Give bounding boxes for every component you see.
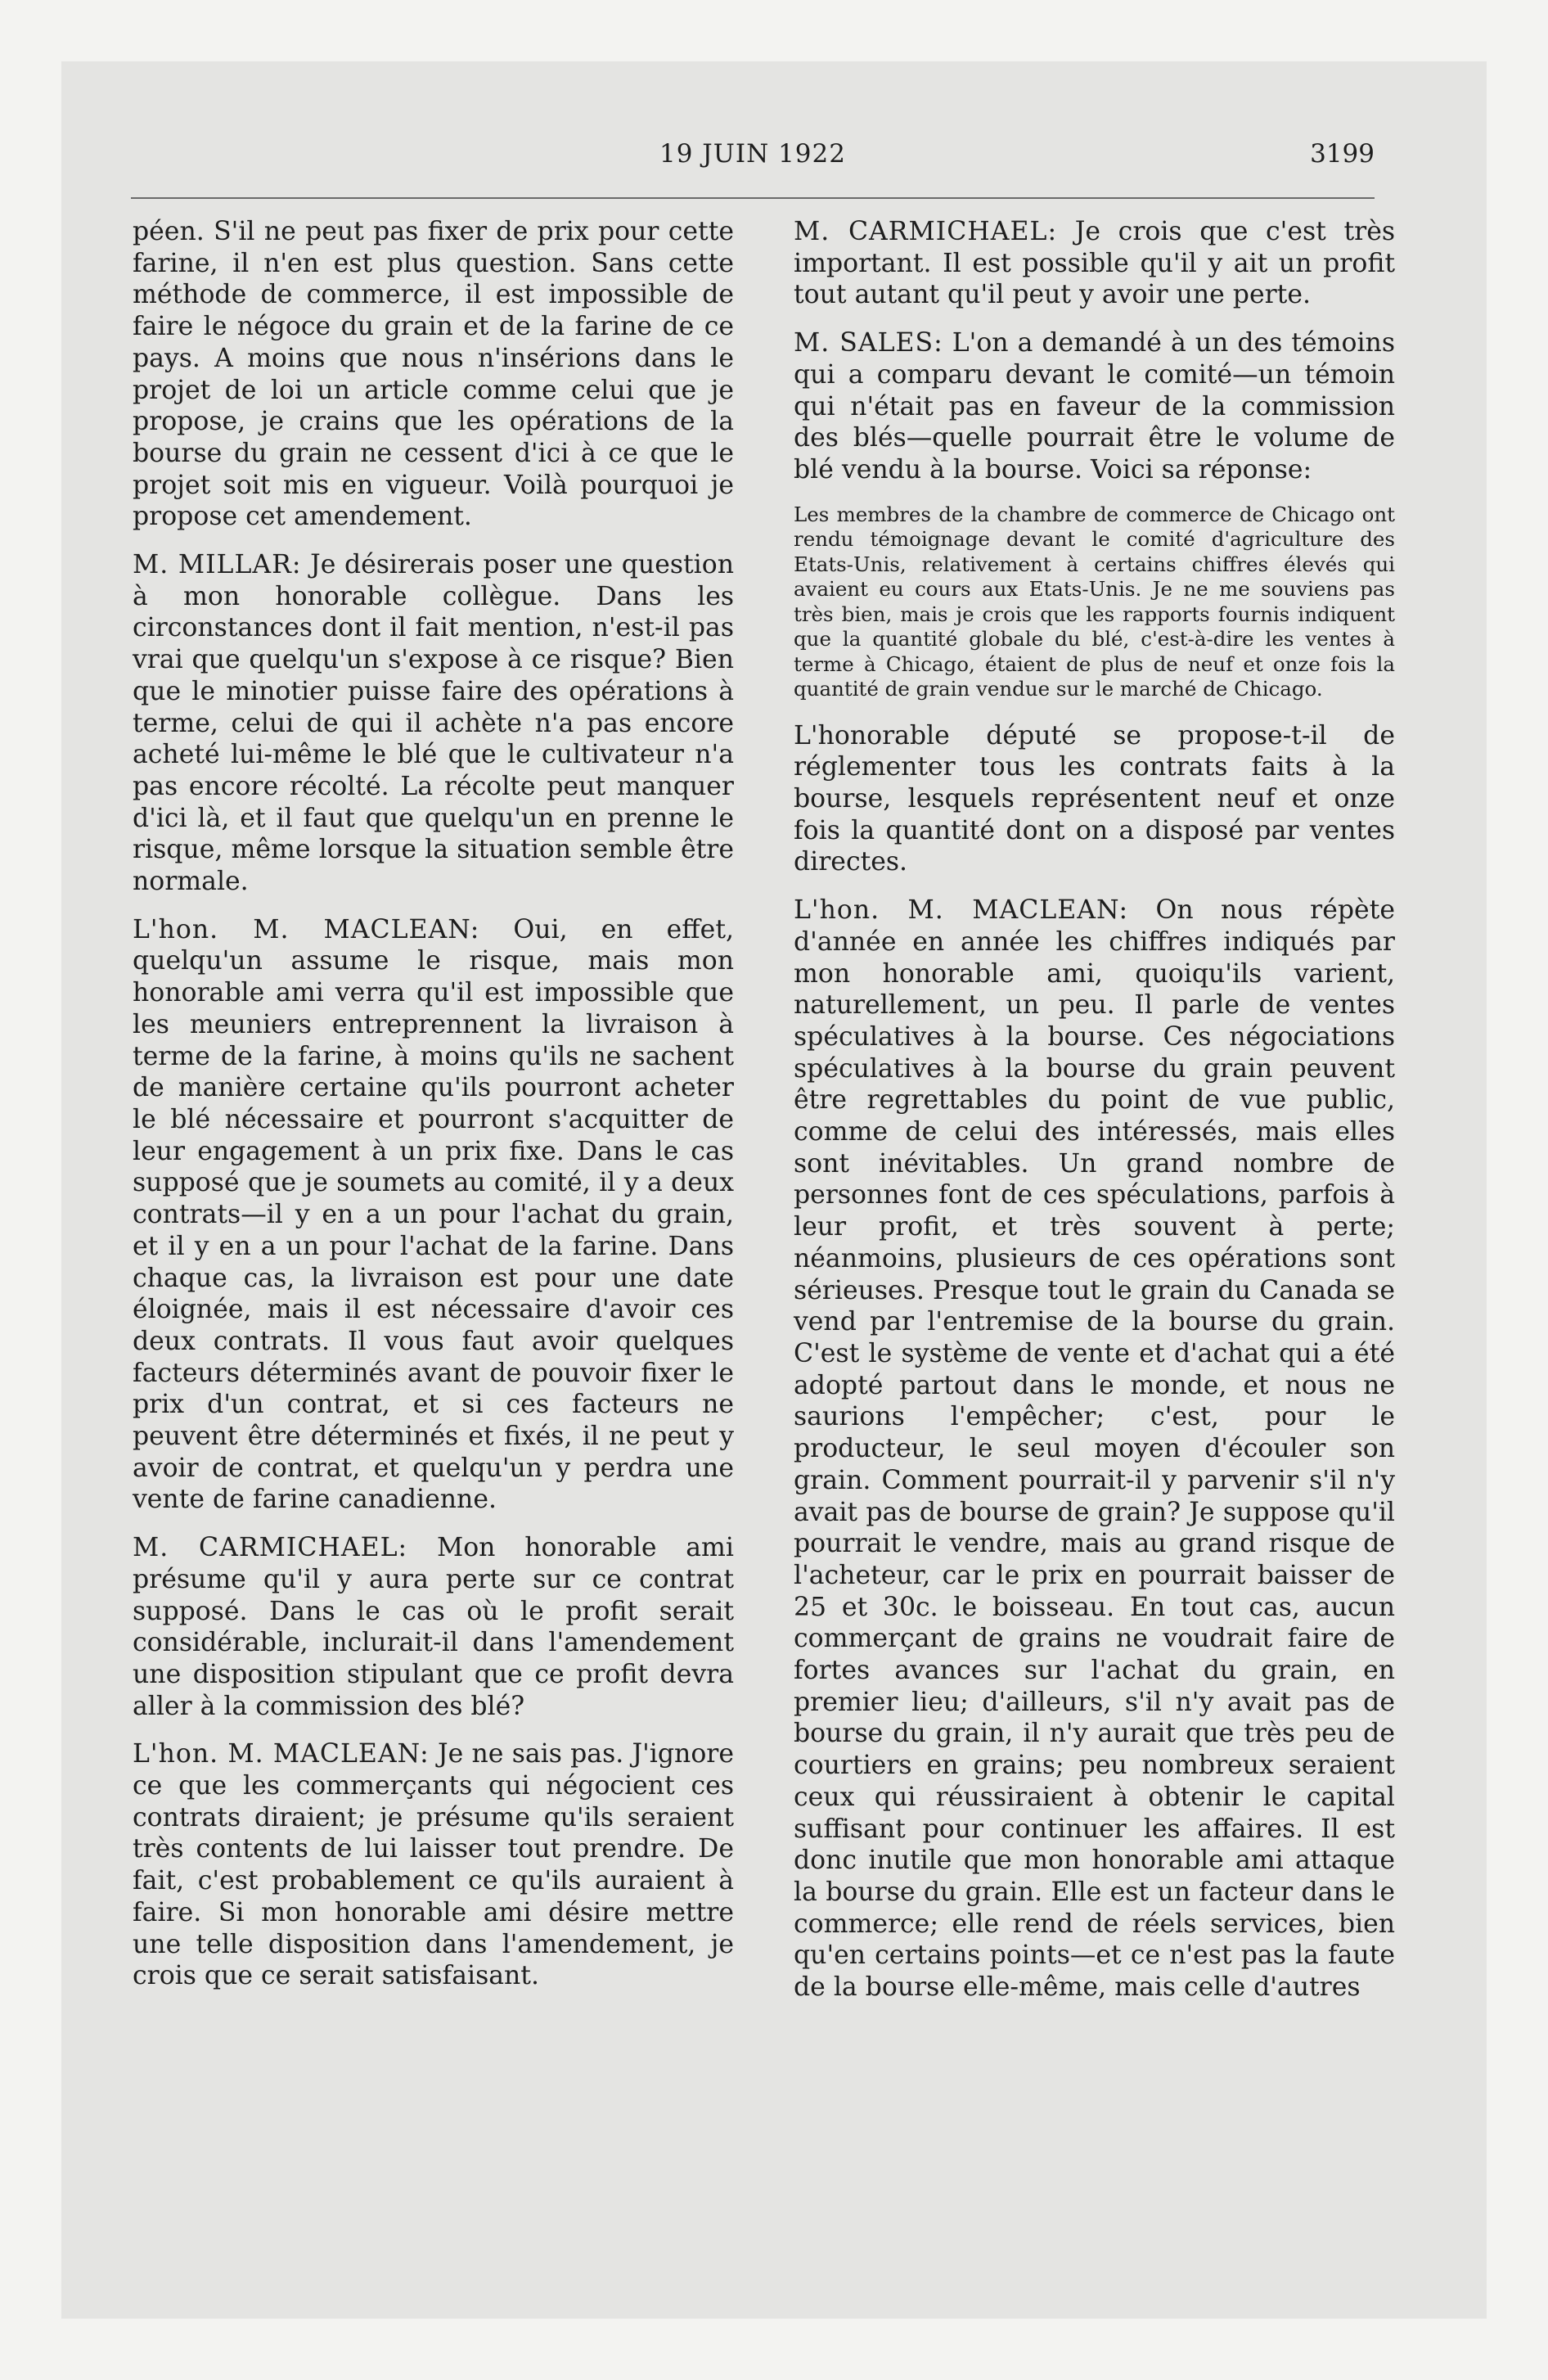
speech-text: Oui, en effet, quelqu'un assume le risque, mais mon honorable ami verra qu'il est impossible que les meuniers entreprennent la livraison à terme de la farine, à moins qu'ils ne sachent de manière certaine qu'ils pourront acheter le blé nécessaire et pourront s'acquitter de leur engagement à un prix fixe. Dans le cas supposé que je soumets au comité, il y a deux contrats—il y en a un pour l'achat du grain, et il y en a un pour l'achat de la farine. Dans chaque cas, la livraison est pour une date éloignée, mais il est nécessaire d'avoir ces deux contrats. Il vous faut avoir quelques facteurs déterminés avant de pouvoir fixer le prix d'un contrat, et si ces facteurs ne peuvent être déterminés et fixés, il ne peut y avoir de contrat, et quelqu'un y perdra une vente de farine canadienne. <box>133 914 734 1515</box>
paragraph <box>794 216 1395 311</box>
paragraph <box>133 1738 734 1992</box>
speaker-name: L'hon. M. MACLEAN: <box>133 914 480 944</box>
speaker-name: L'hon. M. MACLEAN: <box>133 1739 430 1769</box>
paragraph <box>794 327 1395 486</box>
speaker-name: M. CARMICHAEL: <box>133 1533 408 1563</box>
speech-text: Je désirerais poser une question à mon honorable collègue. Dans les circonstances dont il fait mention, n'est-il pas vrai que quelqu'un s'expose à ce risque? Bien que le minotier puisse faire des opérations à terme, celui de qui il achète n'a pas encore acheté lui-même le blé que le cultivateur n'a pas encore récolté. La récolte peut manquer d'ici là, et il faut que quelqu'un en prenne le risque, même lorsque la situation semble être normale. <box>133 550 734 897</box>
speaker-name: M. MILLAR: <box>133 550 302 580</box>
right-column <box>794 216 1395 2020</box>
left-column <box>133 216 734 2008</box>
header-rule <box>131 197 1375 199</box>
speaker-name: M. SALES: <box>794 328 943 358</box>
speech-text: L'on a demandé à un des témoins qui a comparu devant le comité—un témoin qui n'était pas en faveur de la commission des blés—quelle pourrait être le volume de blé vendu à la bourse. Voici sa réponse: <box>794 328 1395 485</box>
speaker-name: L'hon. M. MACLEAN: <box>794 895 1129 926</box>
speech-text: Mon honorable ami présume qu'il y aura perte sur ce contrat supposé. Dans le cas où le profit serait considérable, inclurait-il dans l'amendement une disposition stipulant que ce profit devra aller à la commission des blé? <box>133 1533 734 1721</box>
page-header <box>131 139 1375 180</box>
page-number: 3199 <box>1310 139 1375 169</box>
speaker-name: M. CARMICHAEL: <box>794 217 1058 246</box>
paragraph: L'honorable député se propose-t-il de réglementer tous les contrats faits à la bourse, lesquels représentent neuf et onze fois la quantité dont on a disposé par ventes directes. <box>794 720 1395 877</box>
paragraph <box>133 549 734 898</box>
paragraph <box>133 914 734 1516</box>
page-date: 19 JUIN 1922 <box>659 139 846 169</box>
paragraph <box>133 1532 734 1722</box>
speech-text: Je crois que c'est très important. Il est possible qu'il y ait un profit tout autant qu'il peut y avoir une perte. <box>794 217 1396 310</box>
speech-text: Je ne sais pas. J'ignore ce que les commerçants qui négocient ces contrats diraient; je présume qu'ils seraient très contents de lui laisser tout prendre. De fait, c'est probablement ce qu'ils auraient à faire. Si mon honorable ami désire mettre une telle disposition dans l'amendement, je crois que ce serait satisfaisant. <box>133 1739 734 1991</box>
paragraph <box>794 895 1395 2004</box>
speech-text: On nous répète d'année en année les chiffres indiqués par mon honorable ami, quoiqu'ils varient, naturellement, un peu. Il parle de ventes spéculatives à la bourse. Ces négociations spéculatives à la bourse du grain peuvent être regrettables du point de vue public, comme de celui des intéressés, mais elles sont inévitables. Un grand nombre de personnes font de ces spéculations, parfois à leur profit, et très souvent à perte; néanmoins, plusieurs de ces opérations sont sérieuses. Presque tout le grain du Canada se vend par l'entremise de la bourse du grain. C'est le système de vente et d'achat qui a été adopté partout dans le monde, et nous ne saurions l'empêcher; c'est, pour le producteur, le seul moyen d'écouler son grain. Comment pourrait-il y parvenir s'il n'y avait pas de bourse de grain? Je suppose qu'il pourrait le vendre, mais au grand risque de l'acheteur, car le prix en pourrait baisser de 25 et 30c. le boisseau. En tout cas, aucun commerçant de grains ne voudrait faire de fortes avances sur l'achat du grain, en premier lieu; d'ailleurs, s'il n'y avait pas de bourse du grain, il n'y aurait que très peu de courtiers en grains; peu nombreux seraient ceux qui réussiraient à obtenir le capital suffisant pour continuer les affaires. Il est donc inutile que mon honorable ami attaque la bourse du grain. Elle est un facteur dans le commerce; elle rend de réels services, bien qu'en certains points—et ce n'est pas la faute de la bourse elle-même, mais celle d'autres <box>794 895 1395 2003</box>
paragraph: péen. S'il ne peut pas fixer de prix pour cette farine, il n'en est plus question. Sans cette méthode de commerce, il est impossible de faire le négoce du grain et de la farine de ce pays. A moins que nous n'insérions dans le projet de loi un article comme celui que je propose, je crains que les opérations de la bourse du grain ne cessent d'ici à ce que le projet soit mis en vigueur. Voilà pourquoi je propose cet amendement. <box>133 217 734 532</box>
block-quote: Les membres de la chambre de commerce de Chicago ont rendu témoignage devant le comité d'agriculture des Etats-Unis, relativement à certains chiffres élevés qui avaient eu cours aux Etats-Unis. Je ne me souviens pas très bien, mais je crois que les rapports fournis indiquent que la quantité globale du blé, c'est-à-dire les ventes à terme à Chicago, étaient de plus de neuf et onze fois la quantité de grain vendue sur le marché de Chicago. <box>794 502 1395 701</box>
